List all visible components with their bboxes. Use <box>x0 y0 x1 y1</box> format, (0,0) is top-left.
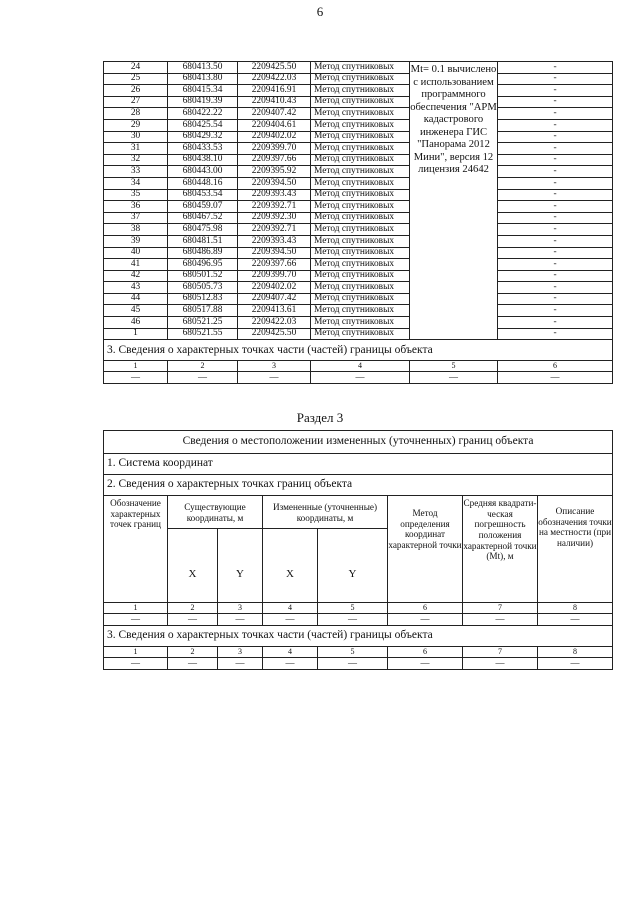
point-number: 26 <box>104 85 168 97</box>
point-number: 29 <box>104 119 168 131</box>
point-number: 42 <box>104 270 168 282</box>
empty-cell: — <box>168 614 218 626</box>
point-row <box>104 154 613 166</box>
point-y: 2209392.71 <box>238 224 311 236</box>
point-description: - <box>498 62 613 74</box>
point-method: Метод спутниковых <box>311 270 410 282</box>
point-method: Метод спутниковых <box>311 85 410 97</box>
point-description: - <box>498 224 613 236</box>
empty-cell: — <box>538 614 613 626</box>
empty-cell: — <box>263 658 318 670</box>
point-x: 680422.22 <box>168 108 238 120</box>
column-number: 3 <box>218 603 263 614</box>
point-x: 680448.16 <box>168 177 238 189</box>
empty-cell: — <box>104 658 168 670</box>
empty-cell: — <box>104 372 168 384</box>
coord-system-row <box>104 454 613 475</box>
point-x: 680521.25 <box>168 317 238 329</box>
point-description: - <box>498 85 613 97</box>
column-number: 6 <box>388 603 463 614</box>
header-existing-y: Y <box>218 529 263 603</box>
point-method: Метод спутниковых <box>311 224 410 236</box>
point-y: 2209410.43 <box>238 96 311 108</box>
point-description: - <box>498 177 613 189</box>
point-row <box>104 212 613 224</box>
point-number: 25 <box>104 73 168 85</box>
point-method: Метод спутниковых <box>311 201 410 213</box>
column-number: 5 <box>410 361 498 372</box>
part-points-heading: 3. Сведения о характерных точках части (частей) границы объекта <box>104 626 613 647</box>
point-method: Метод спутниковых <box>311 154 410 166</box>
header-description: Описание обозначения точки на местности (при наличии) <box>538 496 613 603</box>
empty-cell: — <box>168 372 238 384</box>
point-y: 2209404.61 <box>238 119 311 131</box>
point-number: 44 <box>104 293 168 305</box>
point-method: Метод спутниковых <box>311 166 410 178</box>
point-y: 2209407.42 <box>238 293 311 305</box>
point-description: - <box>498 201 613 213</box>
point-row <box>104 85 613 97</box>
point-number: 27 <box>104 96 168 108</box>
point-y: 2209399.70 <box>238 143 311 155</box>
point-row <box>104 328 613 340</box>
point-y: 2209393.43 <box>238 235 311 247</box>
point-y: 2209399.70 <box>238 270 311 282</box>
point-row <box>104 189 613 201</box>
column-number: 8 <box>538 603 613 614</box>
point-x: 680413.50 <box>168 62 238 74</box>
point-row <box>104 73 613 85</box>
point-number: 35 <box>104 189 168 201</box>
point-y: 2209392.71 <box>238 201 311 213</box>
point-x: 680481.51 <box>168 235 238 247</box>
point-method: Метод спутниковых <box>311 131 410 143</box>
point-description: - <box>498 131 613 143</box>
point-description: - <box>498 235 613 247</box>
changed-title-row <box>104 431 613 454</box>
point-x: 680415.34 <box>168 85 238 97</box>
column-number: 7 <box>463 603 538 614</box>
point-x: 680501.52 <box>168 270 238 282</box>
point-row <box>104 177 613 189</box>
column-numbers-row <box>104 603 613 614</box>
point-row <box>104 166 613 178</box>
point-method: Метод спутниковых <box>311 62 410 74</box>
empty-cell: — <box>388 658 463 670</box>
point-y: 2209407.42 <box>238 108 311 120</box>
point-x: 680429.32 <box>168 131 238 143</box>
point-y: 2209397.66 <box>238 259 311 271</box>
point-x: 680419.39 <box>168 96 238 108</box>
point-number: 38 <box>104 224 168 236</box>
point-y: 2209425.50 <box>238 328 311 340</box>
column-number: 5 <box>318 647 388 658</box>
point-y: 2209392.30 <box>238 212 311 224</box>
point-description: - <box>498 293 613 305</box>
header-designation: Обозначение характерных точек границ <box>104 496 168 603</box>
empty-cell: — <box>218 614 263 626</box>
changed-boundaries-title: Сведения о местоположении измененных (уточненных) границ объекта <box>104 431 613 454</box>
point-number: 30 <box>104 131 168 143</box>
column-number: 2 <box>168 361 238 372</box>
column-number: 4 <box>311 361 410 372</box>
point-number: 32 <box>104 154 168 166</box>
point-number: 31 <box>104 143 168 155</box>
point-description: - <box>498 119 613 131</box>
column-number: 1 <box>104 647 168 658</box>
point-x: 680486.89 <box>168 247 238 259</box>
point-description: - <box>498 166 613 178</box>
point-x: 680425.54 <box>168 119 238 131</box>
point-method: Метод спутниковых <box>311 328 410 340</box>
point-row <box>104 317 613 329</box>
point-number: 24 <box>104 62 168 74</box>
point-x: 680443.00 <box>168 166 238 178</box>
point-y: 2209422.03 <box>238 317 311 329</box>
point-x: 680512.83 <box>168 293 238 305</box>
point-row <box>104 293 613 305</box>
empty-cell: — <box>498 372 613 384</box>
point-row <box>104 224 613 236</box>
empty-cell: — <box>263 614 318 626</box>
accuracy-note: Mt= 0.1 вычислено с использованием программного обеспечения "АРМ кадастрового инженера ГИС "Панорама 2012 Мини", версия 12 лицензия 24642 <box>410 62 498 340</box>
point-description: - <box>498 154 613 166</box>
point-description: - <box>498 317 613 329</box>
point-method: Метод спутниковых <box>311 119 410 131</box>
empty-data-row <box>104 372 613 384</box>
points-info-row <box>104 475 613 496</box>
section-title: Раздел 3 <box>296 410 344 425</box>
column-number: 8 <box>538 647 613 658</box>
part-points-heading: 3. Сведения о характерных точках части (частей) границы объекта <box>104 340 613 361</box>
empty-cell: — <box>538 658 613 670</box>
point-number: 36 <box>104 201 168 213</box>
point-number: 46 <box>104 317 168 329</box>
point-method: Метод спутниковых <box>311 259 410 271</box>
column-number: 2 <box>168 647 218 658</box>
point-description: - <box>498 305 613 317</box>
column-number: 7 <box>463 647 538 658</box>
header-existing-x: X <box>168 529 218 603</box>
empty-cell: — <box>311 372 410 384</box>
point-row <box>104 131 613 143</box>
point-number: 33 <box>104 166 168 178</box>
column-number: 1 <box>104 603 168 614</box>
point-description: - <box>498 96 613 108</box>
point-description: - <box>498 73 613 85</box>
points-info-label: 2. Сведения о характерных точках границ объекта <box>104 475 613 496</box>
empty-data-row <box>104 658 613 670</box>
point-x: 680521.55 <box>168 328 238 340</box>
point-y: 2209394.50 <box>238 247 311 259</box>
point-row <box>104 282 613 294</box>
column-number: 5 <box>318 603 388 614</box>
point-number: 45 <box>104 305 168 317</box>
point-description: - <box>498 108 613 120</box>
column-number: 4 <box>263 647 318 658</box>
point-number: 41 <box>104 259 168 271</box>
header-row-1 <box>104 496 613 529</box>
point-row <box>104 62 613 74</box>
point-number: 40 <box>104 247 168 259</box>
empty-data-row <box>104 614 613 626</box>
header-changed-y: Y <box>318 529 388 603</box>
empty-cell: — <box>463 658 538 670</box>
column-number: 6 <box>498 361 613 372</box>
point-y: 2209425.50 <box>238 62 311 74</box>
point-description: - <box>498 212 613 224</box>
point-row <box>104 305 613 317</box>
point-row <box>104 235 613 247</box>
point-method: Метод спутниковых <box>311 247 410 259</box>
page-number: 6 <box>316 4 324 19</box>
point-description: - <box>498 247 613 259</box>
empty-cell: — <box>168 658 218 670</box>
point-x: 680438.10 <box>168 154 238 166</box>
point-description: - <box>498 282 613 294</box>
point-row <box>104 143 613 155</box>
column-number: 4 <box>263 603 318 614</box>
point-description: - <box>498 143 613 155</box>
empty-cell: — <box>104 614 168 626</box>
point-y: 2209397.66 <box>238 154 311 166</box>
header-changed-x: X <box>263 529 318 603</box>
header-method: Метод определения координат характерной точки <box>388 496 463 603</box>
header-existing-coordinates: Существующие координаты, м <box>168 496 263 529</box>
column-numbers-row <box>104 647 613 658</box>
point-method: Метод спутниковых <box>311 305 410 317</box>
point-x: 680467.52 <box>168 212 238 224</box>
point-y: 2209416.91 <box>238 85 311 97</box>
point-x: 680433.53 <box>168 143 238 155</box>
point-method: Метод спутниковых <box>311 293 410 305</box>
point-method: Метод спутниковых <box>311 177 410 189</box>
point-y: 2209413.61 <box>238 305 311 317</box>
point-description: - <box>498 189 613 201</box>
point-row <box>104 270 613 282</box>
point-y: 2209402.02 <box>238 131 311 143</box>
point-method: Метод спутниковых <box>311 235 410 247</box>
point-description: - <box>498 270 613 282</box>
point-y: 2209394.50 <box>238 177 311 189</box>
point-y: 2209402.02 <box>238 282 311 294</box>
point-row <box>104 259 613 271</box>
point-description: - <box>498 259 613 271</box>
coord-system-label: 1. Система координат <box>104 454 613 475</box>
points-table <box>103 61 613 384</box>
column-number: 3 <box>238 361 311 372</box>
point-y: 2209422.03 <box>238 73 311 85</box>
changed-boundaries-table <box>103 430 613 670</box>
header-rms-error: Средняя квадрати-ческая погрешность положения характерной точки (Mt), м <box>463 496 538 603</box>
empty-cell: — <box>318 614 388 626</box>
point-number: 1 <box>104 328 168 340</box>
point-number: 37 <box>104 212 168 224</box>
part-points-row <box>104 626 613 647</box>
part-points-heading-row <box>104 340 613 361</box>
point-method: Метод спутниковых <box>311 282 410 294</box>
point-method: Метод спутниковых <box>311 317 410 329</box>
empty-cell: — <box>410 372 498 384</box>
point-row <box>104 96 613 108</box>
empty-cell: — <box>318 658 388 670</box>
empty-cell: — <box>218 658 263 670</box>
point-y: 2209395.92 <box>238 166 311 178</box>
point-x: 680496.95 <box>168 259 238 271</box>
column-number: 6 <box>388 647 463 658</box>
point-number: 28 <box>104 108 168 120</box>
point-method: Метод спутниковых <box>311 96 410 108</box>
point-x: 680517.88 <box>168 305 238 317</box>
column-numbers-row <box>104 361 613 372</box>
empty-cell: — <box>388 614 463 626</box>
point-number: 43 <box>104 282 168 294</box>
point-row <box>104 108 613 120</box>
point-description: - <box>498 328 613 340</box>
column-number: 2 <box>168 603 218 614</box>
point-y: 2209393.43 <box>238 189 311 201</box>
point-x: 680413.80 <box>168 73 238 85</box>
point-x: 680505.73 <box>168 282 238 294</box>
empty-cell: — <box>463 614 538 626</box>
point-x: 680453.54 <box>168 189 238 201</box>
point-method: Метод спутниковых <box>311 73 410 85</box>
column-number: 1 <box>104 361 168 372</box>
column-number: 3 <box>218 647 263 658</box>
point-method: Метод спутниковых <box>311 108 410 120</box>
point-x: 680475.98 <box>168 224 238 236</box>
point-number: 34 <box>104 177 168 189</box>
point-x: 680459.07 <box>168 201 238 213</box>
empty-cell: — <box>238 372 311 384</box>
header-changed-coordinates: Измененные (уточненные) координаты, м <box>263 496 388 529</box>
point-method: Метод спутниковых <box>311 143 410 155</box>
point-row <box>104 247 613 259</box>
point-method: Метод спутниковых <box>311 212 410 224</box>
point-row <box>104 201 613 213</box>
point-number: 39 <box>104 235 168 247</box>
point-row <box>104 119 613 131</box>
point-method: Метод спутниковых <box>311 189 410 201</box>
